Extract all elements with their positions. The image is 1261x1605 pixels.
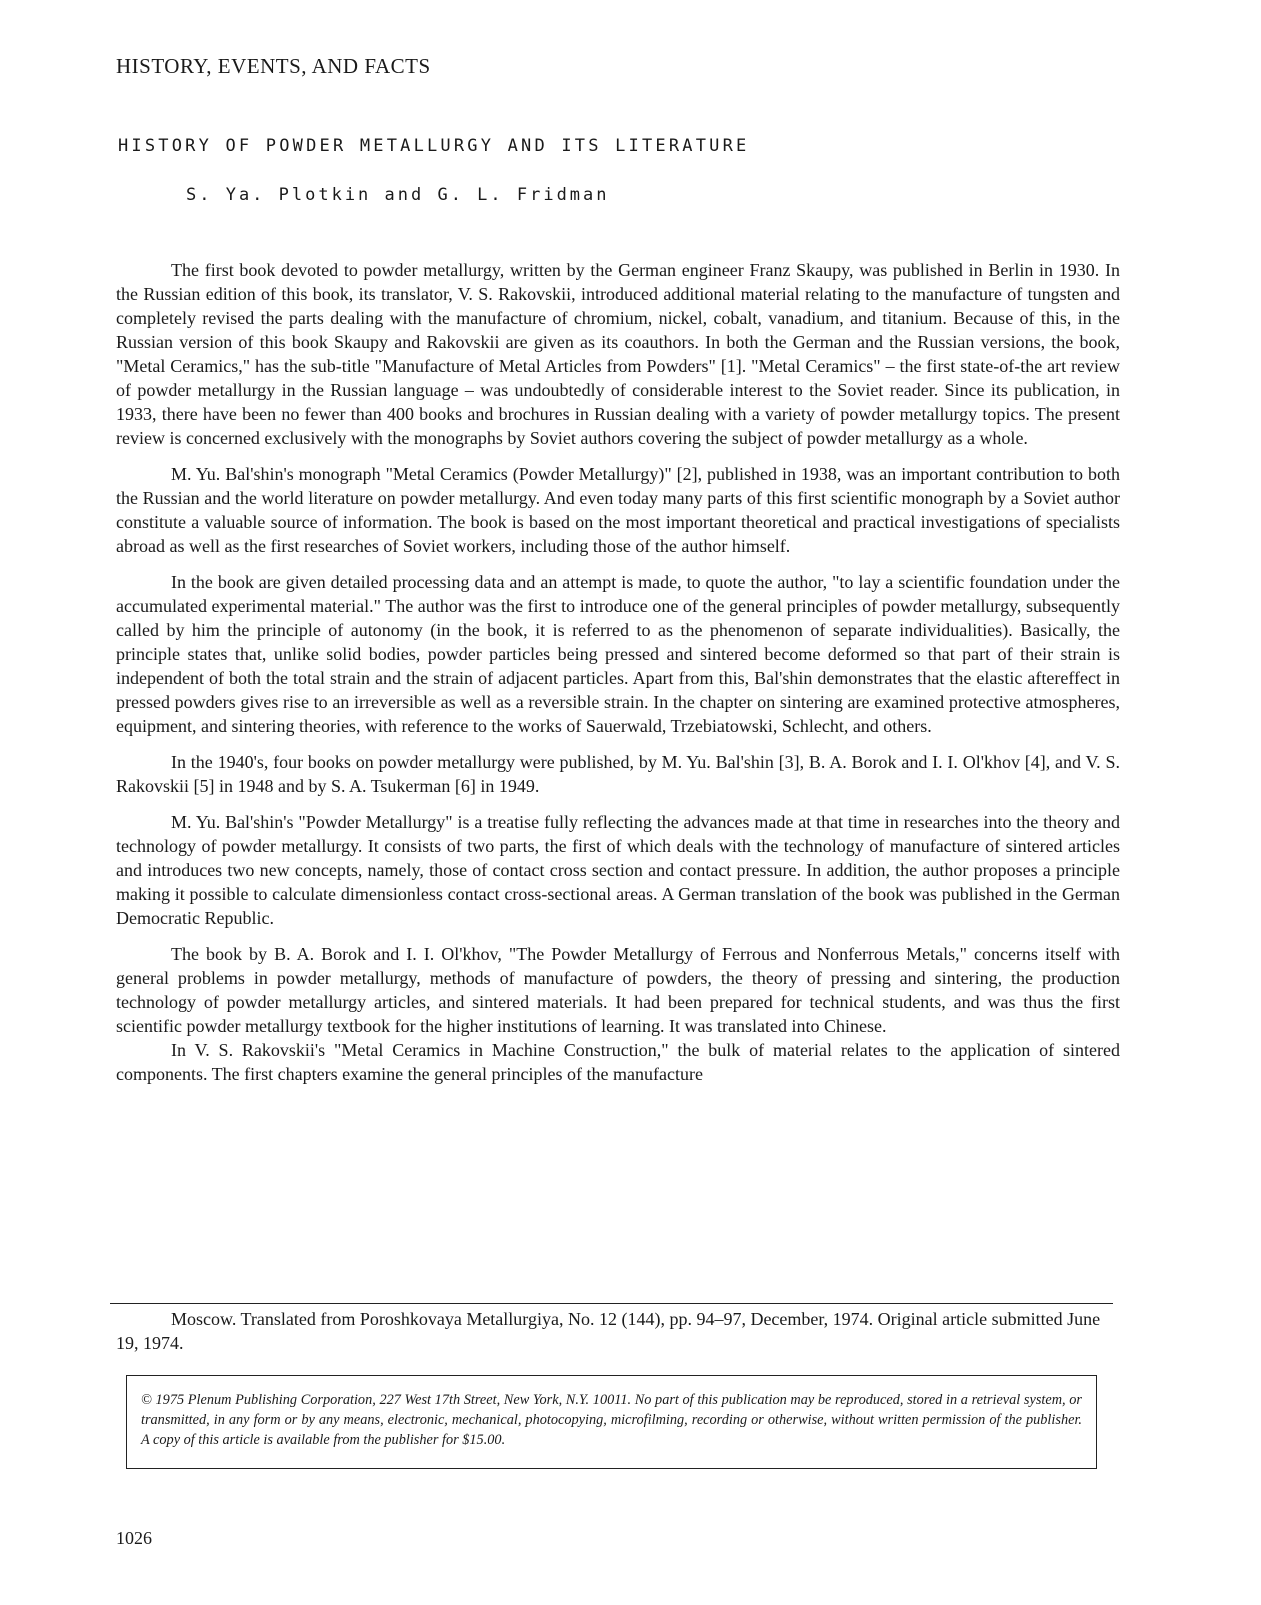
copyright-text: © 1975 Plenum Publishing Corporation, 227 West 17th Street, New York, N.Y. 10011. No part of this publication may be reproduced, stored in a retrieval system, or transmitted, in any form or by any means, electronic, mechanical, photocopying, microfilming, recording or otherwise, without written permission of the publisher. A copy of this article is available from the publisher for $15.00. <box>141 1392 1082 1448</box>
body-paragraph: The book by B. A. Borok and I. I. Ol'khov, "The Powder Metallurgy of Ferrous and Nonferrous Metals," concerns itself with general problems in powder metallurgy, methods of manufacture of powders, the theory of pressing and sintering, the production technology of powder metallurgy articles, and sintered materials. It had been prepared for technical students, and was thus the first scientific powder metallurgy textbook for the higher institutions of learning. It was translated into Chinese. <box>116 944 1120 1036</box>
article-body <box>116 258 1120 1098</box>
body-paragraph: M. Yu. Bal'shin's monograph "Metal Ceramics (Powder Metallurgy)" [2], published in 1938, was an important contribution to both the Russian and the world literature on powder metallurgy. And even today many parts of this first scientific monograph by a Soviet author constitute a valuable source of information. The book is based on the most important theoretical and practical investigations of specialists abroad as well as the first researches of Soviet workers, including those of the author himself. <box>116 464 1120 556</box>
article-authors: S. Ya. Plotkin and G. L. Fridman <box>186 185 610 205</box>
article-title: HISTORY OF POWDER METALLURGY AND ITS LITERATURE <box>118 136 750 156</box>
footnote-text: Moscow. Translated from Poroshkovaya Metallurgiya, No. 12 (144), pp. 94–97, December, 1974. Original article submitted June 19, 1974. <box>116 1309 1101 1353</box>
footnote <box>116 1307 1120 1355</box>
body-paragraph: M. Yu. Bal'shin's "Powder Metallurgy" is a treatise fully reflecting the advances made at that time in researches into the theory and technology of powder metallurgy. It consists of two parts, the first of which deals with the technology of manufacture of sintered articles and introduces two new concepts, namely, those of contact cross section and contact pressure. In addition, the author proposes a principle making it possible to calculate dimensionless contact cross-sectional areas. A German translation of the book was published in the German Democratic Republic. <box>116 812 1120 928</box>
body-paragraph: In V. S. Rakovskii's "Metal Ceramics in Machine Construction," the bulk of material relates to the application of sintered components. The first chapters examine the general principles of the manufacture <box>116 1040 1120 1084</box>
section-heading: HISTORY, EVENTS, AND FACTS <box>116 54 431 78</box>
body-paragraph: In the book are given detailed processing data and an attempt is made, to quote the author, "to lay a scientific foundation under the accumulated experimental material." The author was the first to introduce one of the general principles of powder metallurgy, subsequently called by him the principle of autonomy (in the book, it is referred to as the phenomenon of separate individualities). Basically, the principle states that, unlike solid bodies, powder particles being pressed and sintered become deformed so that part of their strain is independent of both the total strain and the strain of adjacent particles. Apart from this, Bal'shin demonstrates that the elastic aftereffect in pressed powders gives rise to an irreversible as well as a reversible strain. In the chapter on sintering are examined protective atmospheres, equipment, and sintering theories, with reference to the works of Sauerwald, Trzebiatowski, Schlecht, and others. <box>116 572 1120 736</box>
footnote-rule <box>110 1303 1113 1304</box>
body-paragraph: In the 1940's, four books on powder metallurgy were published, by M. Yu. Bal'shin [3], B. A. Borok and I. I. Ol'khov [4], and V. S. Rakovskii [5] in 1948 and by S. A. Tsukerman [6] in 1949. <box>116 752 1120 796</box>
body-paragraph: The first book devoted to powder metallurgy, written by the German engineer Franz Skaupy, was published in Berlin in 1930. In the Russian edition of this book, its translator, V. S. Rakovskii, introduced additional material relating to the manufacture of tungsten and completely revised the parts dealing with the manufacture of chromium, nickel, cobalt, vanadium, and titanium. Because of this, in the Russian version of this book Skaupy and Rakovskii are given as its coauthors. In both the German and the Russian versions, the book, "Metal Ceramics," has the sub-title "Manufacture of Metal Articles from Powders" [1]. "Metal Ceramics" – the first state-of-the art review of powder metallurgy in the Russian language – was undoubtedly of considerable interest to the Soviet reader. Since its publication, in 1933, there have been no fewer than 400 books and brochures in Russian dealing with a variety of powder metallurgy topics. The present review is concerned exclusively with the monographs by Soviet authors covering the subject of powder metallurgy as a whole. <box>116 260 1120 448</box>
copyright-box <box>126 1375 1097 1469</box>
page-number: 1026 <box>116 1528 152 1548</box>
